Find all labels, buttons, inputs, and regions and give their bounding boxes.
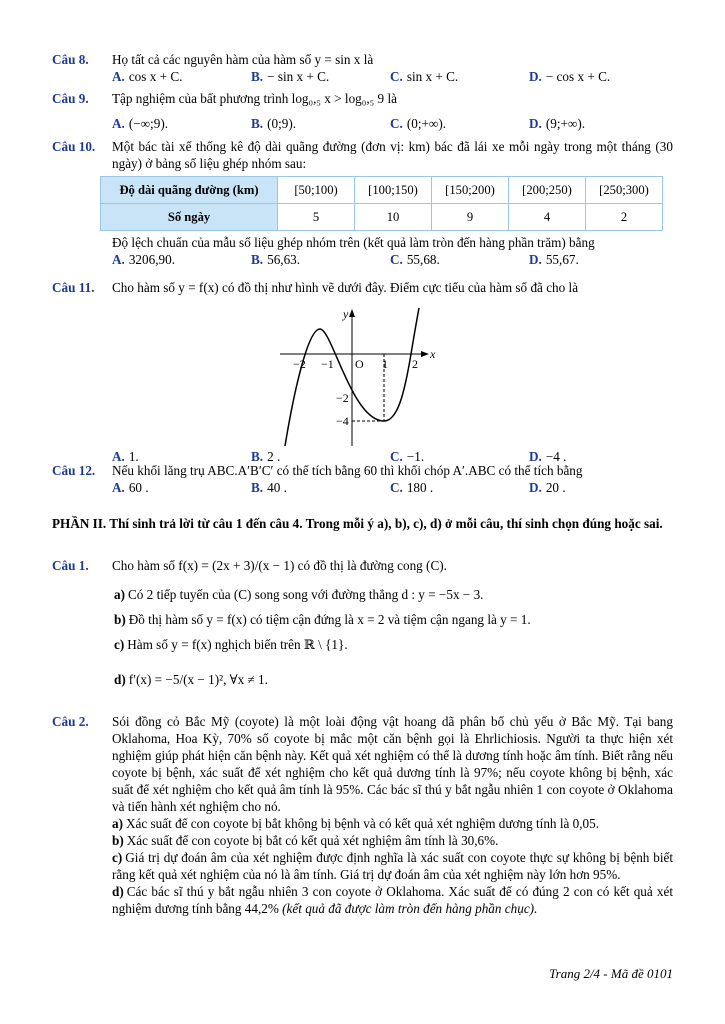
option-d: D. 20 . <box>529 480 566 495</box>
x-axis-arrow <box>421 351 429 357</box>
origin-label: O <box>355 357 364 371</box>
page-footer: Trang 2/4 - Mã đề 0101 <box>549 966 673 981</box>
option-d: D. −4 . <box>529 449 567 464</box>
question-8 <box>52 51 673 85</box>
tick-label: −2 <box>336 391 349 405</box>
question-text: Nếu khối lăng trụ ABC.A′B′C′ có thể tích bằng 60 thì khối chóp A′.ABC có thể tích bằng <box>112 463 583 478</box>
question-number: Câu 12. <box>52 463 96 478</box>
y-axis-label: y <box>343 307 349 321</box>
table-cell: [150;200) <box>432 177 509 204</box>
tick-label: 1 <box>382 357 388 371</box>
answer-options <box>112 115 673 132</box>
part2-question-1 <box>52 557 673 688</box>
question-text: Cho hàm số f(x) = (2x + 3)/(x − 1) có đồ thị là đường cong (C). <box>112 558 447 573</box>
table-cell: [100;150) <box>355 177 432 204</box>
option-c: C. −1. <box>390 449 425 464</box>
question-number: Câu 11. <box>52 280 95 295</box>
rounding-note: (kết quả đã được làm tròn đến hàng phần chục). <box>282 901 538 916</box>
answer-options <box>112 251 673 268</box>
table-cell: 10 <box>355 204 432 231</box>
statement-d: d) f′(x) = −5/(x − 1)², ∀x ≠ 1. <box>114 672 268 687</box>
option-b: B. 2 . <box>251 449 281 464</box>
option-c: C. 55,68. <box>390 252 440 267</box>
question-number: Câu 8. <box>52 52 89 67</box>
x-axis-label: x <box>430 347 436 361</box>
table-cell: 4 <box>509 204 586 231</box>
row-label: Số ngày <box>101 204 278 231</box>
option-b: B. 56,63. <box>251 252 301 267</box>
table-row <box>101 204 663 231</box>
table-cell: 5 <box>278 204 355 231</box>
answer-options <box>112 68 673 85</box>
statement-b: b) Xác suất để con coyote bị bắt có kết quả xét nghiệm âm tính là 30,6%. <box>112 833 499 848</box>
option-b: B. 40 . <box>251 480 287 495</box>
option-c: C. 180 . <box>390 480 434 495</box>
table-cell: 2 <box>586 204 663 231</box>
tick-label: −4 <box>336 414 349 428</box>
table-cell: [50;100) <box>278 177 355 204</box>
question-text-continued: Độ lệch chuẩn của mẫu số liệu ghép nhóm trên (kết quả làm tròn đến hàng phần trăm) bằng <box>112 235 595 250</box>
option-a: A. (−∞;9). <box>112 116 169 131</box>
question-text: Một bác tài xế thống kê độ dài quãng đường (đơn vị: km) bác đã lái xe mỗi ngày trong một tháng (30 ngày) ở bảng số liệu ghép nhóm sau: <box>112 139 673 171</box>
tick-label: 2 <box>412 357 418 371</box>
statement-a: a) Xác suất để con coyote bị bắt không bị bệnh và có kết quả xét nghiệm dương tính là 0,05. <box>112 816 600 831</box>
statement-b: b) Đồ thị hàm số y = f(x) có tiệm cận đứng là x = 2 và tiệm cận ngang là y = 1. <box>114 612 531 627</box>
row-label: Độ dài quãng đường (km) <box>101 177 278 204</box>
question-number: Câu 9. <box>52 91 89 106</box>
question-10 <box>52 138 673 268</box>
function-graph <box>52 296 673 448</box>
option-a: A. 1. <box>112 449 139 464</box>
part-2-heading: PHẦN II. Thí sinh trả lời từ câu 1 đến câu 4. Trong mỗi ý a), b), c), d) ở mỗi câu, thí sinh chọn đúng hoặc sai. <box>52 516 663 531</box>
question-number: Câu 10. <box>52 139 96 154</box>
part2-question-2 <box>52 713 673 917</box>
question-11 <box>52 279 673 465</box>
y-axis-arrow <box>349 309 355 317</box>
table-cell: [200;250) <box>509 177 586 204</box>
grouped-data-table <box>100 176 663 231</box>
question-text: Họ tất cả các nguyên hàm của hàm số y = sin x là <box>112 52 374 67</box>
option-a: A. 60 . <box>112 480 149 495</box>
option-d: D. (9;+∞). <box>529 116 586 131</box>
option-c: C. sin x + C. <box>390 69 459 84</box>
option-c: C. (0;+∞). <box>390 116 447 131</box>
statement-c: c) Hàm số y = f(x) nghịch biến trên ℝ \ {1}. <box>114 637 348 652</box>
question-number: Câu 2. <box>52 714 89 729</box>
table-cell: [250;300) <box>586 177 663 204</box>
table-row <box>101 177 663 204</box>
question-9 <box>52 90 673 132</box>
option-b: B. (0;9). <box>251 116 297 131</box>
statement-d: d) Các bác sĩ thú y bắt ngẫu nhiên 3 con coyote ở Oklahoma. Xác suất để có đúng 2 con có kết quả xét nghiệm dương tính bằng 44,2% (kết quả đã được làm tròn đến hàng phần chục). <box>112 884 673 916</box>
tick-label: −2 <box>293 357 306 371</box>
statement-a: a) Có 2 tiếp tuyến của (C) song song với đường thẳng d : y = −5x − 3. <box>114 587 484 602</box>
statement-c: c) Giá trị dự đoán âm của xét nghiệm được định nghĩa là xác suất con coyote thực sự không bị bệnh biết rằng kết quả xét nghiệm của nó là âm tính. Giá trị dự đoán âm của xét nghiệm này lớn hơn 95%. <box>112 850 673 882</box>
question-12 <box>52 462 673 496</box>
answer-options <box>112 479 673 496</box>
option-d: D. 55,67. <box>529 252 579 267</box>
question-number: Câu 1. <box>52 558 89 573</box>
table-cell: 9 <box>432 204 509 231</box>
option-b: B. − sin x + C. <box>251 69 330 84</box>
question-text: Tập nghiệm của bất phương trình log₀,₅ x > log₀,₅ 9 là <box>112 91 397 106</box>
option-a: A. cos x + C. <box>112 69 183 84</box>
option-d: D. − cos x + C. <box>529 69 611 84</box>
option-a: A. 3206,90. <box>112 252 175 267</box>
question-text: Cho hàm số y = f(x) có đồ thị như hình vẽ dưới đây. Điểm cực tiểu của hàm số đã cho là <box>112 280 579 295</box>
tick-label: −1 <box>321 357 334 371</box>
question-text: Sói đồng cỏ Bắc Mỹ (coyote) là một loài động vật hoang dã phân bố chủ yếu ở Bắc Mỹ. Tại bang Oklahoma, Hoa Kỳ, 70% số coyote bị mắc một căn bệnh gọi là Ehrlichiosis. Người ta thực hiện xét nghiệm giúp phát hiện căn bệnh này. Kết quả xét nghiệm có thể là dương tính hoặc âm tính. Biết rằng nếu coyote bị bệnh, xác suất để xét nghiệm cho kết quả dương tính là 97%; nếu coyote không bị bệnh, xác suất để xét nghiệm cho kết quả âm tính là 95%. Các bác sĩ thú y bắt ngẫu nhiên 1 con coyote ở Oklahoma và tiến hành xét nghiệm cho nó. <box>112 714 673 814</box>
